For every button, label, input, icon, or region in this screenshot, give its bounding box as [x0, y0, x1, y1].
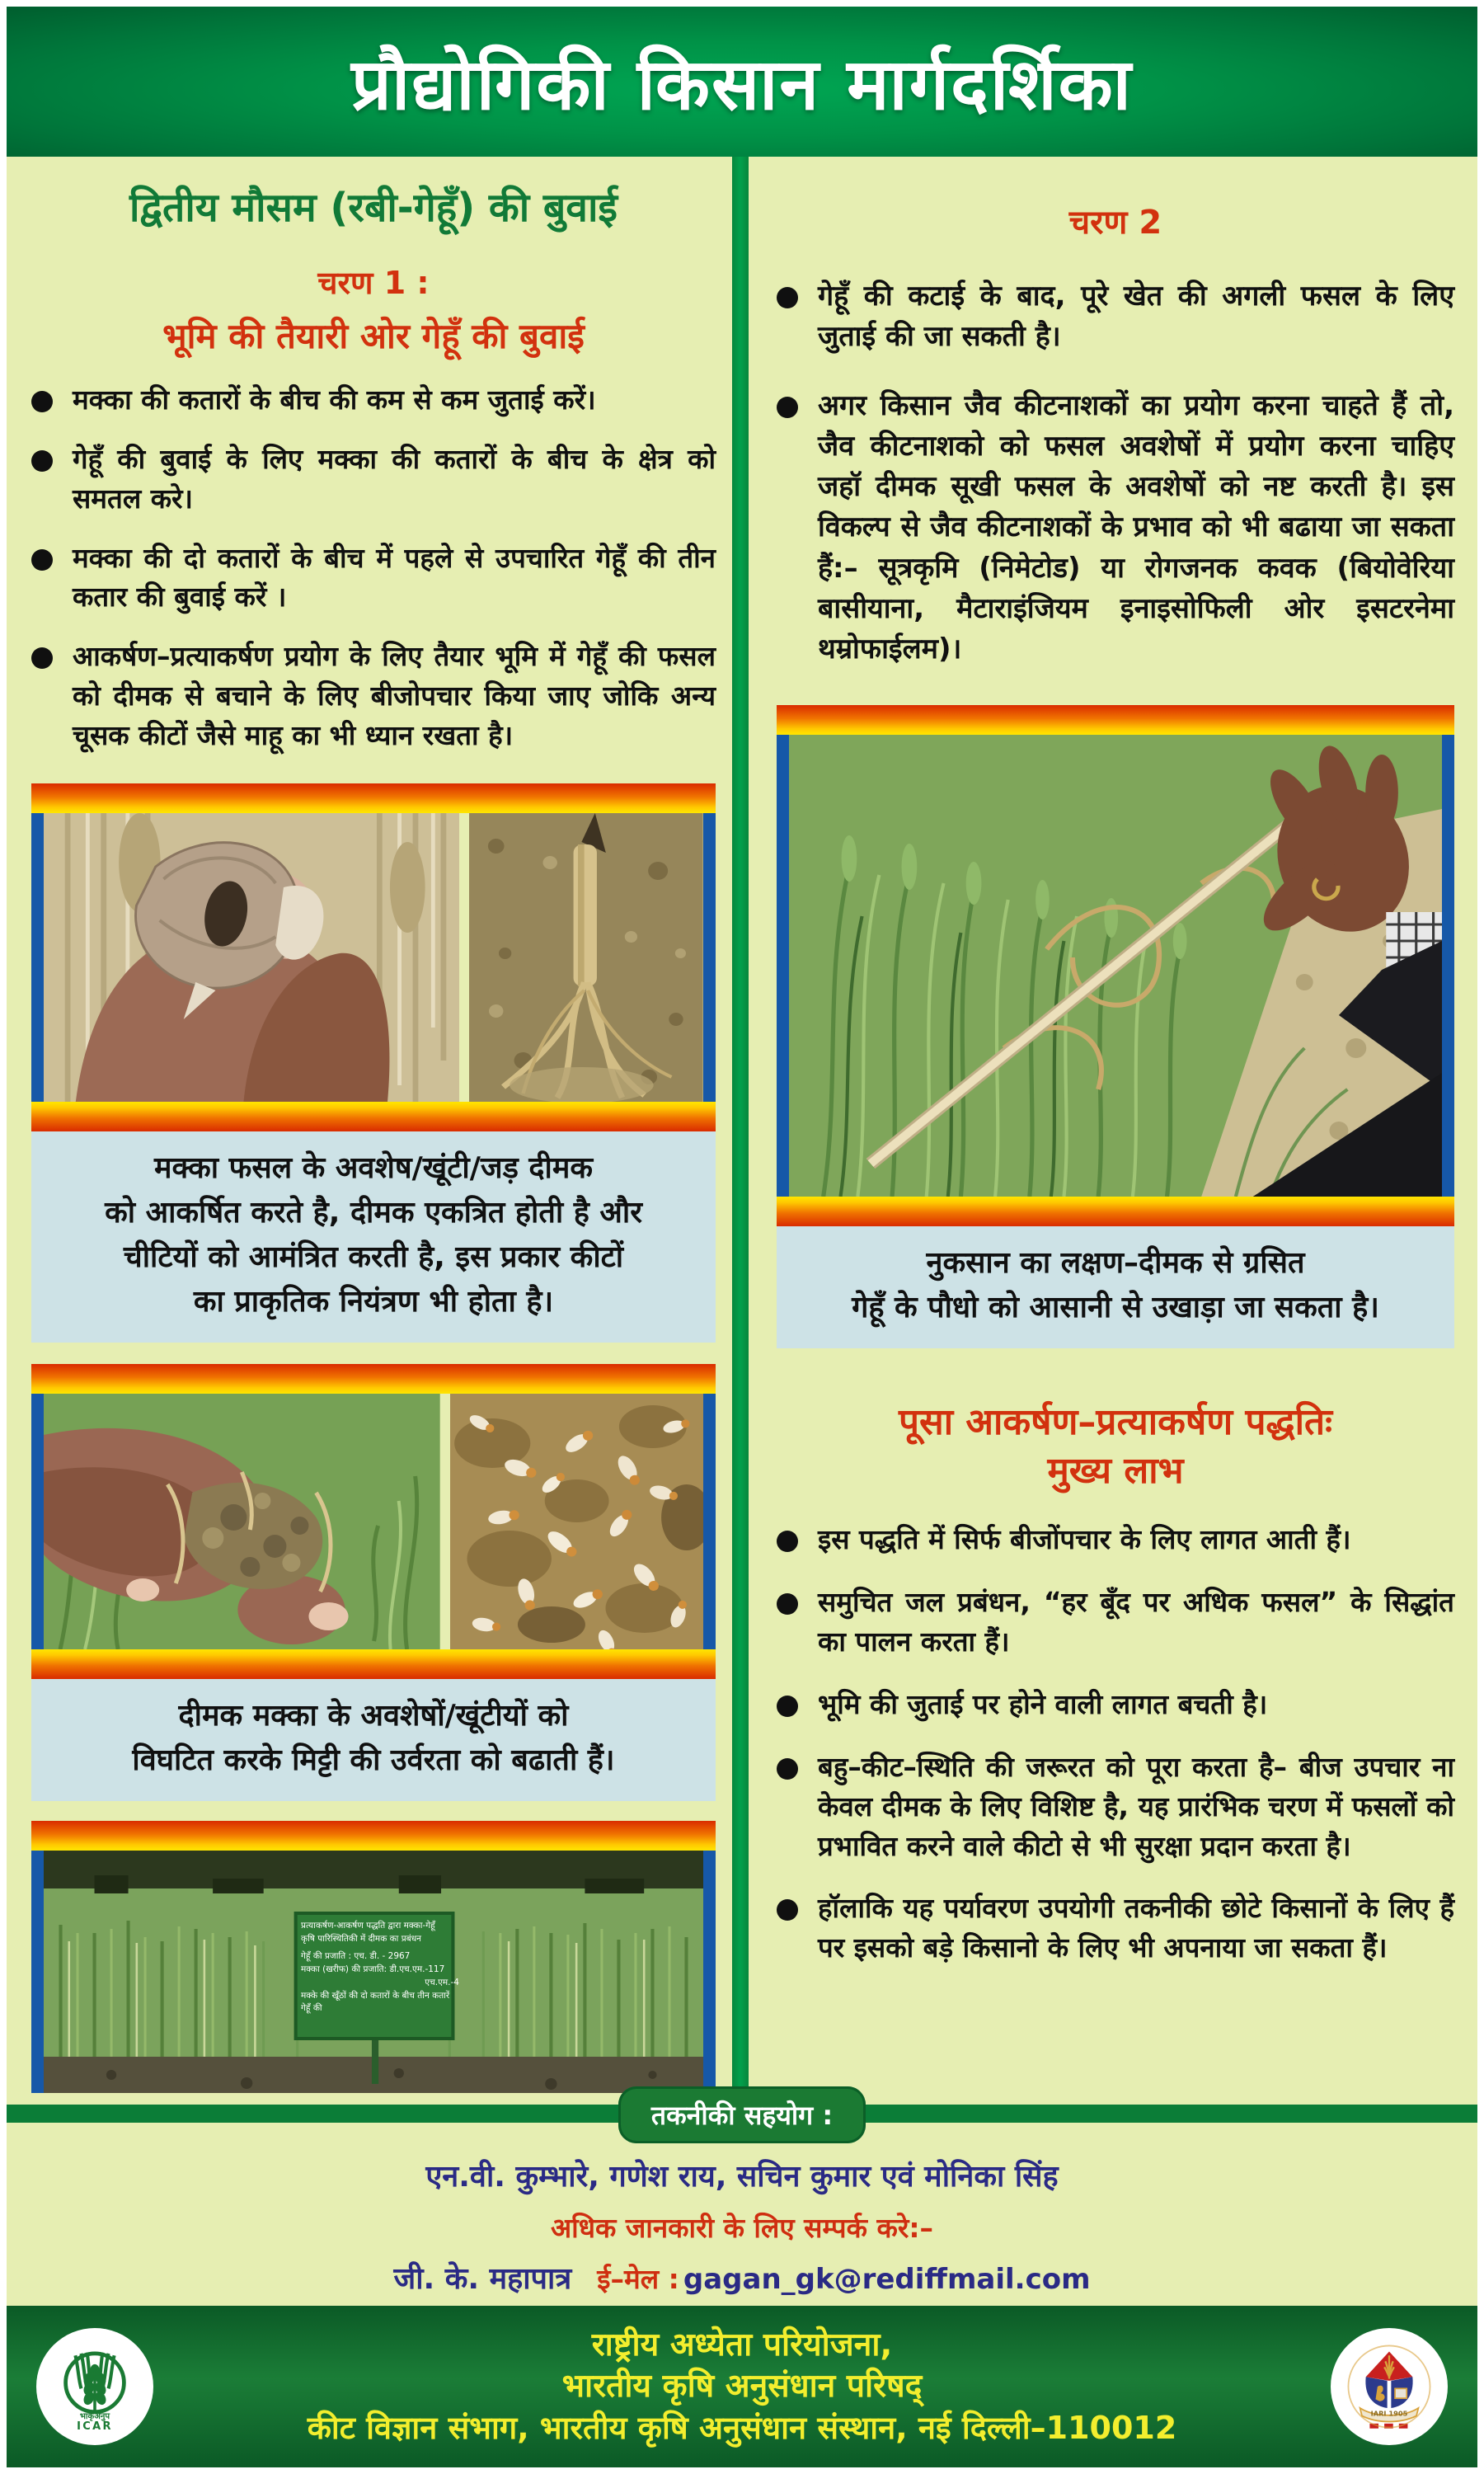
- photo-hand-soil-residue: [44, 1394, 440, 1649]
- frame-strip: [777, 1197, 1454, 1226]
- step1-label: चरण 1 :: [317, 265, 430, 301]
- step2-label: चरण 2: [1068, 204, 1162, 242]
- photo-wheat-field-signboard: [44, 1851, 703, 2093]
- bullet-dot-icon: [777, 1531, 798, 1552]
- photo-termite-stubble-hand: [44, 813, 459, 1102]
- bullet-dot-icon: [777, 1758, 798, 1780]
- caption-termites-decompose: [31, 1679, 716, 1801]
- list-item: [777, 386, 1454, 670]
- photo-row: [777, 735, 1454, 1197]
- step1-title: भूमि की तैयारी ओर गेहूँ की बुवाई: [162, 316, 585, 356]
- poster-title: प्रौद्योगिकी किसान मार्गदर्शिका: [351, 43, 1133, 126]
- email-label: ई–मेल :: [597, 2263, 679, 2295]
- icar-acronym: ICAR: [77, 2420, 113, 2433]
- icar-logo: [36, 2328, 153, 2445]
- list-item: [777, 1888, 1454, 1968]
- bullet-text: गेहूँ की बुवाई के लिए मक्का की कतारों के बीच के क्षेत्र को समतल करे।: [73, 442, 716, 515]
- signboard-line: कृषि पारिस्थितिकी में दीमक का प्रबंधन: [301, 1933, 421, 1944]
- poster-body: [7, 157, 1477, 2093]
- list-item: [31, 380, 716, 420]
- column-divider: [732, 157, 749, 2093]
- benefits-heading: [777, 1398, 1454, 1496]
- caption-line: का प्राकृतिक नियंत्रण भी होता है।: [193, 1284, 554, 1319]
- left-column: [7, 157, 732, 2093]
- photo-maize-root-soil: [469, 813, 703, 1102]
- contact-person: जी. के. महापात्र: [393, 2262, 572, 2296]
- frame-strip: [31, 1821, 716, 1851]
- list-item: [777, 1685, 1454, 1724]
- org-line: भारतीय कृषि अनुसंधान परिषद्: [561, 2368, 923, 2406]
- bullet-text: बहु–कीट–स्थिति की जरूरत को पूरा करता है– बीज उपचार ना केवल दीमक के लिए विशिष्ट है, यह प्रारंभिक चरण में फसलों को प्रभावित करने वाले कीटो से भी सुरक्षा प्रदान करता है।: [818, 1750, 1454, 1862]
- benefits-heading-line: पूसा आकर्षण–प्रत्याकर्षण पद्धतिः: [898, 1400, 1333, 1443]
- institution-band: [7, 2306, 1477, 2467]
- list-item: [31, 637, 716, 755]
- caption-line: को आकर्षित करते है, दीमक एकत्रित होती है और: [105, 1195, 642, 1230]
- frame-strip: [31, 783, 716, 813]
- photo-panel-stubble: [31, 783, 716, 1131]
- caption-line: विघटित करके मिट्टी की उर्वरता को बढाती हैं।: [132, 1743, 615, 1777]
- technical-support-section: [7, 2093, 1477, 2306]
- photo-panel-termites: [31, 1364, 716, 1679]
- bullet-dot-icon: [777, 397, 798, 418]
- bullet-dot-icon: [31, 647, 53, 669]
- bullet-text: आकर्षण–प्रत्याकर्षण प्रयोग के लिए तैयार भूमि में गेहूँ की फसल को दीमक से बचाने के लिए बीजोपचार किया जाए जोकि अन्य चूसक कीटों जैसे माहू का भी ध्यान रखता है।: [73, 640, 716, 751]
- iari-ribbon-text: IARI 1905: [1370, 2409, 1408, 2418]
- step1-bullets: [31, 380, 716, 755]
- season-heading: द्वितीय मौसम (रबी-गेहूँ) की बुवाई: [129, 185, 618, 231]
- contact-email-line: [7, 2257, 1477, 2298]
- photo-row: [31, 1851, 716, 2093]
- bullet-dot-icon: [777, 287, 798, 308]
- bullet-dot-icon: [31, 391, 53, 412]
- caption-stubble-attracts-termites: [31, 1131, 716, 1343]
- bullet-text: अगर किसान जैव कीटनाशकों का प्रयोग करना चाहते हैं तो, जैव कीटनाशको को फसल अवशेषों में प्रयोग करना चाहिए जहॉ दीमक सूखी फसल के अवशेषों को नष्ट करती है। इस विकल्प से जैव कीटनाशकों के प्रभाव को भी बढाया जा सकता हैं:– सूत्रकृमि (निमेटोड) या रोगजनक कवक (बियोवेरिया बासीयाना, मैटाराइंजियम इनाइसोफिली ओर इसटरनेमा थम्रोफाईलम)।: [818, 388, 1454, 666]
- contact-note: अधिक जानकारी के लिए सम्पर्क करे:–: [550, 2212, 934, 2244]
- list-item: [31, 440, 716, 519]
- list-item: [777, 1520, 1454, 1559]
- signboard-line: प्रत्याकर्षण-आकर्षण पद्धति द्वारा मक्का-गेहूँ: [301, 1920, 435, 1931]
- institution-text: [153, 2325, 1331, 2449]
- bullet-dot-icon: [777, 1899, 798, 1921]
- bullet-text: गेहूँ की कटाई के बाद, पूरे खेत की अगली फसल के लिए जुताई की जा सकती है।: [818, 280, 1454, 354]
- caption-line: गेहूँ के पौधो को आसानी से उखाड़ा जा सकता है।: [852, 1290, 1379, 1324]
- bullet-dot-icon: [31, 549, 53, 571]
- caption-damage-symptom: [777, 1226, 1454, 1348]
- signboard-line: मक्के की खूँठों की दो कतारों के बीच तीन कतारें गेहूँ की: [301, 1990, 450, 2014]
- caption-line: नुकसान का लक्षण–दीमक से ग्रसित: [926, 1245, 1305, 1280]
- bullet-text: समुचित जल प्रबंधन, “हर बूँद पर अधिक फसल” के सिद्धांत का पालन करता हैं।: [818, 1586, 1454, 1658]
- bullet-dot-icon: [777, 1593, 798, 1615]
- photo-panel-damaged-wheat: [777, 705, 1454, 1226]
- title-banner: [7, 7, 1477, 157]
- photo-termite-damaged-plant: [789, 735, 1442, 1197]
- photo-row: [31, 813, 716, 1102]
- bullet-dot-icon: [31, 450, 53, 472]
- caption-line: मक्का फसल के अवशेष/खूंटी/जड़ दीमक: [153, 1150, 593, 1185]
- list-item: [777, 276, 1454, 358]
- signboard-line: गेहूँ की प्रजाति : एच. डी. - 2967: [301, 1951, 411, 1962]
- frame-strip: [31, 1102, 716, 1131]
- photo-termites-closeup: [450, 1394, 703, 1649]
- iari-logo: [1331, 2328, 1448, 2445]
- email-address: gagan_gk@rediffmail.com: [683, 2263, 1091, 2296]
- frame-strip: [31, 1649, 716, 1679]
- step2-bullets: [777, 276, 1454, 670]
- list-item: [31, 539, 716, 618]
- list-item: [777, 1583, 1454, 1662]
- org-line: राष्ट्रीय अध्येता परियोजना,: [591, 2326, 893, 2363]
- photo-row: [31, 1394, 716, 1649]
- technical-support-badge: तकनीकी सहयोग :: [618, 2086, 866, 2143]
- frame-strip: [31, 1364, 716, 1394]
- bullet-dot-icon: [777, 1696, 798, 1717]
- right-column: [749, 157, 1477, 2093]
- signboard-line: एच.एम.-4: [425, 1977, 459, 1987]
- benefits-heading-line: मुख्य लाभ: [1047, 1450, 1184, 1493]
- icar-hindi-text: भाकृअनुप: [79, 2411, 110, 2421]
- benefits-bullets: [777, 1520, 1454, 1968]
- bullet-text: मक्का की कतारों के बीच की कम से कम जुताई करें।: [73, 383, 596, 416]
- bullet-text: इस पद्धति में सिर्फ बीजोंपचार के लिए लागत आती हैं।: [818, 1523, 1351, 1556]
- caption-line: दीमक मक्का के अवशेषों/खूंटीयों को: [178, 1698, 569, 1733]
- frame-strip: [777, 705, 1454, 735]
- bullet-text: मक्का की दो कतारों के बीच में पहले से उपचारित गेहूँ की तीन कतार की बुवाई करें ।: [73, 541, 716, 614]
- list-item: [777, 1747, 1454, 1866]
- signboard-line: मक्का (खरीफ) की प्रजाति: डी.एच.एम.-117: [301, 1964, 445, 1974]
- org-line: कीट विज्ञान संभाग, भारतीय कृषि अनुसंधान संस्थान, नई दिल्ली–110012: [307, 2409, 1177, 2446]
- contributor-names: एन.वी. कुम्भारे, गणेश राय, सचिन कुमार एवं मोनिका सिंह: [425, 2160, 1059, 2194]
- photo-panel-field: [31, 1821, 716, 2093]
- caption-line: चीटियों को आमंत्रित करती है, इस प्रकार कीटों: [123, 1239, 624, 1274]
- field-signboard: [301, 1920, 459, 2015]
- bullet-text: हॉलाकि यह पर्यावरण उपयोगी तकनीकी छोटे किसानों के लिए हैं पर इसको बड़े किसानो के लिए भी अपनाया जा सकता हैं।: [818, 1892, 1454, 1964]
- bullet-text: भूमि की जुताई पर होने वाली लागत बचती है।: [818, 1687, 1268, 1720]
